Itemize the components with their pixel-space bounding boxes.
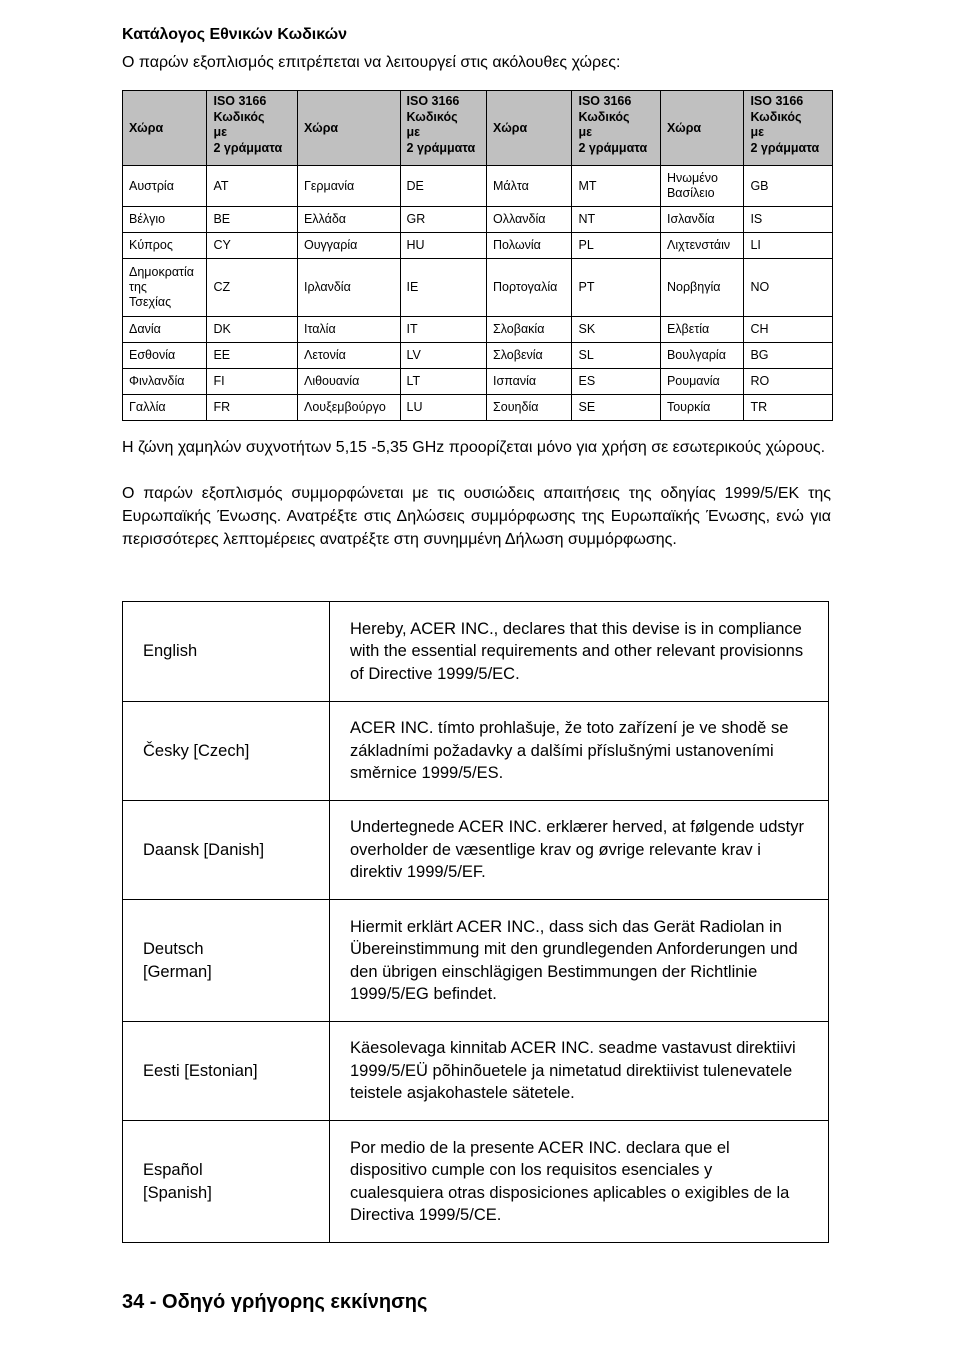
iso-code-cell: CY [207,233,298,259]
declaration-language: Deutsch [German] [123,900,330,1022]
country-name-cell: Πολωνία [487,233,572,259]
iso-code-cell: LT [400,369,486,395]
page-footer: 34 - Οδηγό γρήγορης εκκίνησης [122,1291,428,1313]
intro-text: Ο παρών εξοπλισμός επιτρέπεται να λειτουργεί στις ακόλουθες χώρες: [122,54,621,71]
iso-code-cell: PT [572,259,660,317]
iso-code-cell: BG [744,343,833,369]
country-name-cell: Αυστρία [123,166,207,207]
iso-code-cell: BE [207,207,298,233]
iso-code-column-header: ISO 3166 Κωδικός με 2 γράμματα [400,91,486,166]
country-name-cell: Εσθονία [123,343,207,369]
declarations-table [122,601,829,1243]
country-name-cell: Δημοκρατία της Τσεχίας [123,259,207,317]
iso-code-cell: SL [572,343,660,369]
country-column-header: Χώρα [123,91,207,166]
country-table-header [123,91,833,166]
country-name-cell: Ουγγαρία [297,233,400,259]
country-name-cell: Κύπρος [123,233,207,259]
table-row [123,207,833,233]
country-name-cell: Ιρλανδία [297,259,400,317]
country-name-cell: Βέλγιο [123,207,207,233]
iso-code-column-header: ISO 3166 Κωδικός με 2 γράμματα [572,91,660,166]
declaration-text: ACER INC. tímto prohlašuje, že toto zařízení je ve shodě se základními požadavky a dalšími příslušnými ustanoveními směrnice 1999/5/ES. [330,702,829,801]
country-name-cell: Σλοβακία [487,317,572,343]
iso-code-cell: DK [207,317,298,343]
iso-code-cell: GB [744,166,833,207]
iso-code-cell: CH [744,317,833,343]
frequency-band-note: Η ζώνη χαμηλών συχνοτήτων 5,15 -5,35 GHz προορίζεται μόνο για χρήση σε εσωτερικούς χώρους. [122,439,826,456]
declaration-language: Daansk [Danish] [123,801,330,900]
country-name-cell: Τουρκία [660,395,743,421]
country-name-cell: Σουηδία [487,395,572,421]
country-name-cell: Φινλανδία [123,369,207,395]
country-name-cell: Βουλγαρία [660,343,743,369]
iso-code-cell: RO [744,369,833,395]
declaration-language: Español [Spanish] [123,1121,330,1243]
country-name-cell: Ιταλία [297,317,400,343]
iso-code-cell: SK [572,317,660,343]
declaration-row [123,801,829,900]
country-name-cell: Ολλανδία [487,207,572,233]
country-name-cell: Λιχτενστάιν [660,233,743,259]
iso-code-cell: LI [744,233,833,259]
iso-code-cell: LV [400,343,486,369]
country-name-cell: Πορτογαλία [487,259,572,317]
table-row [123,369,833,395]
iso-code-cell: AT [207,166,298,207]
country-name-cell: Ισπανία [487,369,572,395]
country-name-cell: Σλοβενία [487,343,572,369]
country-name-cell: Γαλλία [123,395,207,421]
iso-code-cell: SE [572,395,660,421]
declaration-row [123,1022,829,1121]
country-name-cell: Ηνωμένο Βασίλειο [660,166,743,207]
declaration-text: Hiermit erklärt ACER INC., dass sich das Gerät Radiolan in Übereinstimmung mit den grundlegenden Anforderungen und den übrigen einschlägigen Bestimmungen der Richtlinie 1999/5/EG befindet. [330,900,829,1022]
country-column-header: Χώρα [297,91,400,166]
iso-code-cell: TR [744,395,833,421]
country-column-header: Χώρα [487,91,572,166]
declaration-row [123,602,829,702]
iso-code-cell: IT [400,317,486,343]
country-name-cell: Ελβετία [660,317,743,343]
compliance-paragraph: Ο παρών εξοπλισμός συμμορφώνεται με τις ουσιώδεις απαιτήσεις της οδηγίας 1999/5/ΕΚ της Ευρωπαϊκής Ένωσης. Ανατρέξτε στις Δηλώσεις συμμόρφωσης της Ευρωπαϊκής Ένωσης, ενώ για περισσότερες λεπτομέρειες ανατρέξτε στη συνημμένη Δήλωση συμμόρφωσης. [122,485,831,548]
country-name-cell: Ελλάδα [297,207,400,233]
table-row [123,166,833,207]
iso-code-cell: PL [572,233,660,259]
declaration-text: Por medio de la presente ACER INC. declara que el dispositivo cumple con los requisitos esenciales y cualesquiera otras disposiciones aplicables o exigibles de la Directiva 1999/5/CE. [330,1121,829,1243]
declaration-language: Eesti [Estonian] [123,1022,330,1121]
iso-code-cell: ES [572,369,660,395]
declaration-text: Hereby, ACER INC., declares that this devise is in compliance with the essential requirements and other relevant provisionns of Directive 1999/5/EC. [330,602,829,702]
country-name-cell: Λουξεμβούργο [297,395,400,421]
country-name-cell: Μάλτα [487,166,572,207]
country-codes-table [122,90,833,421]
table-row [123,317,833,343]
iso-code-cell: HU [400,233,486,259]
declaration-text: Käesolevaga kinnitab ACER INC. seadme vastavust direktiivi 1999/5/EÜ põhinõuetele ja nimetatud direktiivist tulenevatele teistele asjakohastele sätetele. [330,1022,829,1121]
table-row [123,259,833,317]
iso-code-cell: DE [400,166,486,207]
country-name-cell: Δανία [123,317,207,343]
page-title: Κατάλογος Εθνικών Κωδικών [122,26,348,43]
declaration-row [123,702,829,801]
declaration-row [123,900,829,1022]
iso-code-cell: EE [207,343,298,369]
iso-code-column-header: ISO 3166 Κωδικός με 2 γράμματα [744,91,833,166]
iso-code-cell: NT [572,207,660,233]
country-name-cell: Ρουμανία [660,369,743,395]
country-name-cell: Γερμανία [297,166,400,207]
iso-code-cell: CZ [207,259,298,317]
iso-code-cell: FR [207,395,298,421]
iso-code-cell: GR [400,207,486,233]
declaration-language: Česky [Czech] [123,702,330,801]
declaration-row [123,1121,829,1243]
table-row [123,395,833,421]
country-name-cell: Λιθουανία [297,369,400,395]
declaration-text: Undertegnede ACER INC. erklærer herved, at følgende udstyr overholder de væsentlige krav og øvrige relevante krav i direktiv 1999/5/EF. [330,801,829,900]
declaration-language: English [123,602,330,702]
iso-code-cell: IS [744,207,833,233]
iso-code-cell: NO [744,259,833,317]
iso-code-cell: MT [572,166,660,207]
iso-code-column-header: ISO 3166 Κωδικός με 2 γράμματα [207,91,298,166]
country-column-header: Χώρα [660,91,743,166]
iso-code-cell: LU [400,395,486,421]
country-name-cell: Ισλανδία [660,207,743,233]
iso-code-cell: IE [400,259,486,317]
table-row [123,233,833,259]
country-name-cell: Λετονία [297,343,400,369]
iso-code-cell: FI [207,369,298,395]
country-name-cell: Νορβηγία [660,259,743,317]
table-row [123,343,833,369]
